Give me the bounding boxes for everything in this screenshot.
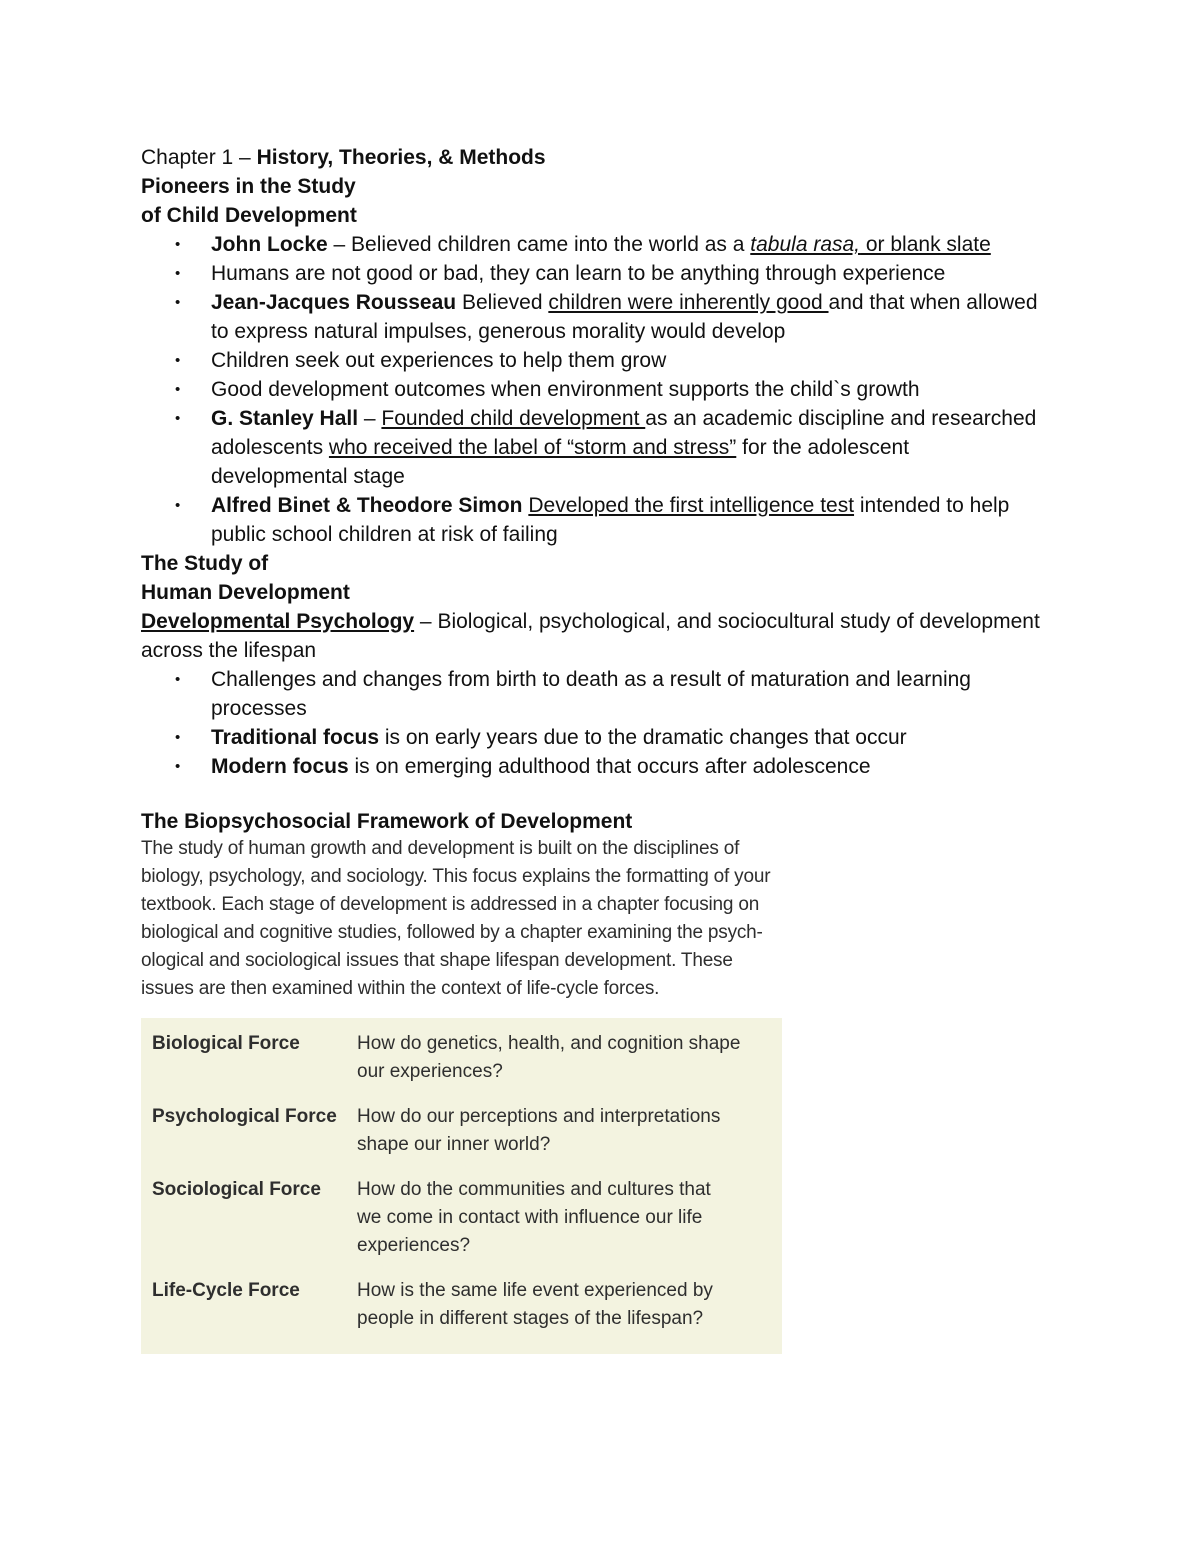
rousseau-pre: Believed (456, 291, 549, 314)
hall-dash: – (358, 407, 382, 430)
force-desc-line: How is the same life event experienced by (357, 1280, 713, 1301)
framework-line: issues are then examined within the context of life-cycle forces. (141, 978, 660, 999)
hall-rest1: as an academic discipline and researched (645, 407, 1037, 430)
force-description (357, 1176, 757, 1260)
devpsych-term: Developmental Psychology (141, 610, 415, 633)
hall-line2-post: for the adolescent (736, 436, 910, 459)
study-title-line2: Human Development (141, 581, 350, 604)
list-item-rousseau (141, 288, 1061, 346)
humans-text: Humans are not good or bad, they can learn to be anything through experience (211, 262, 946, 285)
locke-text: – Believed children came into the world as a (327, 233, 751, 256)
framework-title: The Biopsychosocial Framework of Development (141, 810, 633, 833)
list-item-locke (141, 230, 1061, 259)
framework-line: biology, psychology, and sociology. This focus explains the formatting of your (141, 866, 771, 887)
force-desc-line: shape our inner world? (357, 1134, 551, 1155)
bullet-glyph: • (175, 352, 181, 369)
bullet-glyph: • (175, 729, 181, 746)
list-item-challenges (141, 665, 1061, 723)
force-desc-line: people in different stages of the lifespan? (357, 1308, 704, 1329)
chapter-prefix: Chapter 1 – (141, 146, 257, 169)
binet-name: Alfred Binet & Theodore Simon (211, 494, 523, 517)
pioneers-title-line2: of Child Development (141, 204, 357, 227)
locke-tabula: tabula rasa, (750, 233, 861, 256)
rousseau-rest-line2: to express natural impulses, generous morality would develop (211, 320, 786, 343)
list-item-humans (141, 259, 1061, 288)
list-item-traditional (141, 723, 1061, 752)
list-item-hall (141, 404, 1061, 491)
challenges-line2: processes (211, 697, 307, 720)
table-row (141, 1103, 782, 1159)
rousseau-underlined: children were inherently good (548, 291, 829, 314)
forces-table (141, 1018, 782, 1354)
modern-bold: Modern focus (211, 755, 349, 778)
bullet-glyph: • (175, 758, 181, 775)
locke-name: John Locke (211, 233, 328, 256)
good-dev-text: Good development outcomes when environment supports the child`s growth (211, 378, 920, 401)
force-name: Psychological Force (152, 1106, 337, 1127)
force-desc-line: How do genetics, health, and cognition shape (357, 1033, 741, 1054)
force-name: Biological Force (152, 1033, 300, 1054)
table-row (141, 1277, 782, 1333)
bullet-glyph: • (175, 381, 181, 398)
framework-line: textbook. Each stage of development is addressed in a chapter focusing on (141, 894, 760, 915)
modern-rest: is on emerging adulthood that occurs after adolescence (348, 755, 871, 778)
traditional-bold: Traditional focus (211, 726, 380, 749)
force-description (357, 1030, 757, 1086)
force-desc-line: we come in contact with influence our life (357, 1207, 703, 1228)
hall-underlined2: who received the label of “storm and stress” (328, 436, 737, 459)
study-list (141, 665, 1061, 781)
force-description (357, 1103, 757, 1159)
chapter-heading (141, 143, 1061, 172)
force-desc-line: How do the communities and cultures that (357, 1179, 711, 1200)
framework-line: ological and sociological issues that shape lifespan development. These (141, 950, 733, 971)
pioneers-title-line1: Pioneers in the Study (141, 175, 356, 198)
table-row (141, 1176, 782, 1260)
list-item-seek (141, 346, 1061, 375)
traditional-rest: is on early years due to the dramatic changes that occur (379, 726, 907, 749)
rousseau-name: Jean-Jacques Rousseau (211, 291, 457, 314)
binet-underlined: Developed the first intelligence test (528, 494, 855, 517)
force-description (357, 1277, 757, 1333)
bullet-glyph: • (175, 236, 181, 253)
force-desc-line: How do our perceptions and interpretations (357, 1106, 721, 1127)
bullet-glyph: • (175, 410, 181, 427)
binet-rest-line1: intended to help (854, 494, 1010, 517)
hall-name: G. Stanley Hall (211, 407, 359, 430)
locke-blank: or blank slate (860, 233, 991, 256)
bullet-glyph: • (175, 294, 181, 311)
section-spacer (141, 781, 1061, 809)
force-name: Life-Cycle Force (152, 1280, 300, 1301)
pioneers-list (141, 230, 1061, 549)
framework-paragraph (141, 835, 791, 1003)
hall-line3: developmental stage (211, 465, 405, 488)
rousseau-rest-line1: and that when allowed (828, 291, 1038, 314)
document-page (141, 143, 1061, 1354)
devpsych-definition (141, 607, 1061, 636)
devpsych-def-line1: – Biological, psychological, and sociocultural study of development (414, 610, 1040, 633)
framework-line: biological and cognitive studies, followed by a chapter examining the psych- (141, 922, 763, 943)
force-name: Sociological Force (152, 1179, 321, 1200)
seek-text: Children seek out experiences to help them grow (211, 349, 667, 372)
hall-line2-pre: adolescents (211, 436, 329, 459)
framework-line: The study of human growth and development is built on the disciplines of (141, 838, 740, 859)
force-desc-line: our experiences? (357, 1061, 503, 1082)
devpsych-def-line2: across the lifespan (141, 639, 317, 662)
force-desc-line: experiences? (357, 1235, 471, 1256)
study-title-line1: The Study of (141, 552, 269, 575)
bullet-glyph: • (175, 265, 181, 282)
bullet-glyph: • (175, 497, 181, 514)
table-row (141, 1030, 782, 1086)
list-item-modern (141, 752, 1061, 781)
list-item-good-dev (141, 375, 1061, 404)
chapter-title: History, Theories, & Methods (256, 146, 546, 169)
binet-rest-line2: public school children at risk of failing (211, 523, 558, 546)
list-item-binet (141, 491, 1061, 549)
hall-underlined1: Founded child development (381, 407, 646, 430)
challenges-line1: Challenges and changes from birth to death as a result of maturation and learning (211, 668, 971, 691)
bullet-glyph: • (175, 671, 181, 688)
